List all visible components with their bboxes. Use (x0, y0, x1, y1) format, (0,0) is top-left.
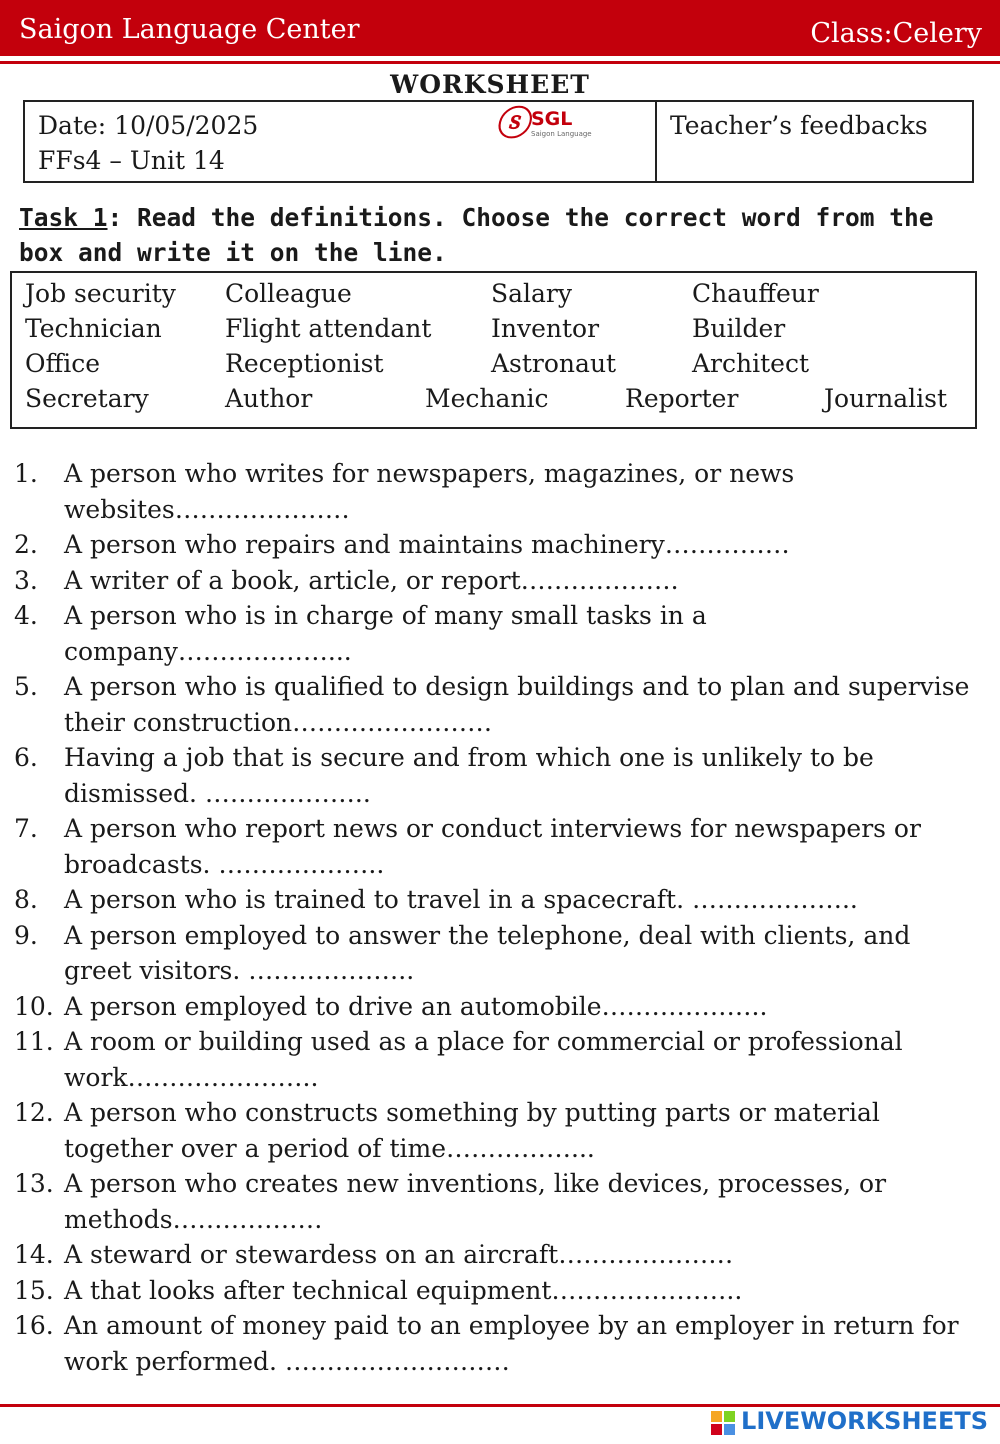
task-instruction (19, 200, 979, 270)
question-list (14, 456, 974, 1379)
question-number: 11. (14, 1027, 54, 1056)
worksheet-title: WORKSHEET (390, 70, 590, 99)
word-item: Office (25, 349, 101, 378)
question-text: A person who constructs something by putting parts or material together over a period of time……………... (64, 1098, 880, 1163)
question-item (14, 1237, 974, 1273)
question-item (14, 1308, 974, 1379)
question-item (14, 669, 974, 740)
word-item: Job security (25, 279, 176, 308)
question-text: A person employed to answer the telephone, deal with clients, and greet visitors. ……………….. (64, 920, 911, 985)
question-text: A person who report news or conduct interviews for newspapers or broadcasts. ……………….. (64, 814, 921, 879)
word-item: Salary (491, 279, 573, 308)
question-text: An amount of money paid to an employee by an employer in return for work performed. ……………………… (64, 1311, 959, 1376)
liveworksheets-blocks-icon (711, 1411, 737, 1435)
word-item: Journalist (824, 384, 947, 413)
question-text: A person who repairs and maintains machinery…………… (64, 530, 790, 559)
question-text: Having a job that is secure and from which one is unlikely to be dismissed. ……………….. (64, 743, 874, 808)
word-item: Technician (25, 314, 162, 343)
question-item (14, 1095, 974, 1166)
question-text: A steward or stewardess on an aircraft………………… (64, 1240, 734, 1269)
question-number: 13. (14, 1169, 54, 1198)
word-item: Flight attendant (225, 314, 432, 343)
question-item (14, 882, 974, 918)
question-number: 2. (14, 530, 38, 559)
question-item (14, 989, 974, 1025)
word-item: Builder (692, 314, 786, 343)
feedback-label: Teacher’s feedbacks (670, 111, 928, 140)
question-item (14, 1024, 974, 1095)
question-number: 6. (14, 743, 38, 772)
question-number: 3. (14, 565, 38, 595)
question-text: A that looks after technical equipment………………….. (64, 1275, 743, 1305)
question-number: 4. (14, 601, 38, 630)
liveworksheets-logo[interactable] (741, 1407, 988, 1437)
liveworksheets-brand: LIVEWORKSHEETS (741, 1407, 988, 1435)
sgl-logo-icon: ⓢ SGL Saigon Language (495, 104, 592, 144)
task-text: : Read the definitions. Choose the correct word from the box and write it on the line. (19, 203, 934, 267)
header-divider (0, 61, 1000, 64)
question-text: A person who is qualified to design buildings and to plan and supervise their construction…………………… (64, 672, 970, 737)
word-item: Mechanic (425, 384, 549, 413)
word-item: Inventor (491, 314, 600, 343)
info-divider (655, 102, 657, 181)
header-bar (0, 0, 1000, 56)
word-item: Reporter (625, 384, 739, 413)
question-number: 1. (14, 459, 38, 488)
question-item (14, 811, 974, 882)
question-number: 5. (14, 672, 38, 701)
question-item (14, 1273, 974, 1309)
question-number: 15. (14, 1275, 54, 1305)
unit-text: FFs4 – Unit 14 (38, 146, 225, 175)
question-item (14, 563, 974, 599)
info-box (23, 100, 974, 183)
word-item: Author (225, 384, 313, 413)
question-text: A person who is trained to travel in a spacecraft. ……………….. (64, 885, 858, 914)
logo-brand: SGL (531, 108, 573, 130)
question-number: 10. (14, 991, 54, 1021)
question-item (14, 598, 974, 669)
question-item (14, 527, 974, 563)
date-text: Date: 10/05/2025 (38, 111, 259, 140)
question-text: A room or building used as a place for commercial or professional work………………….. (64, 1027, 903, 1092)
question-item (14, 740, 974, 811)
question-text: A person employed to drive an automobile……………….. (64, 991, 768, 1021)
question-item (14, 456, 974, 527)
question-number: 9. (14, 920, 38, 950)
logo-sub: Saigon Language (531, 130, 592, 138)
question-number: 14. (14, 1240, 54, 1269)
word-item: Secretary (25, 384, 149, 413)
class-label: Class:Celery (810, 18, 982, 49)
question-number: 8. (14, 885, 38, 914)
word-item: Architect (692, 349, 809, 378)
question-text: A person who writes for newspapers, magazines, or news websites………………… (64, 459, 795, 524)
word-box (10, 271, 977, 429)
question-number: 12. (14, 1098, 54, 1127)
question-item (14, 1166, 974, 1237)
question-item (14, 918, 974, 989)
question-text: A person who is in charge of many small tasks in a company………………... (64, 601, 707, 666)
word-item: Chauffeur (692, 279, 819, 308)
word-item: Colleague (225, 279, 352, 308)
word-item: Astronaut (491, 349, 617, 378)
word-item: Receptionist (225, 349, 384, 378)
task-label: Task 1 (19, 203, 108, 232)
question-text: A writer of a book, article, or report………………. (64, 565, 679, 595)
question-number: 16. (14, 1311, 54, 1340)
question-text: A person who creates new inventions, like devices, processes, or methods……………… (64, 1169, 887, 1234)
question-number: 7. (14, 814, 38, 843)
center-name: Saigon Language Center (19, 14, 360, 45)
